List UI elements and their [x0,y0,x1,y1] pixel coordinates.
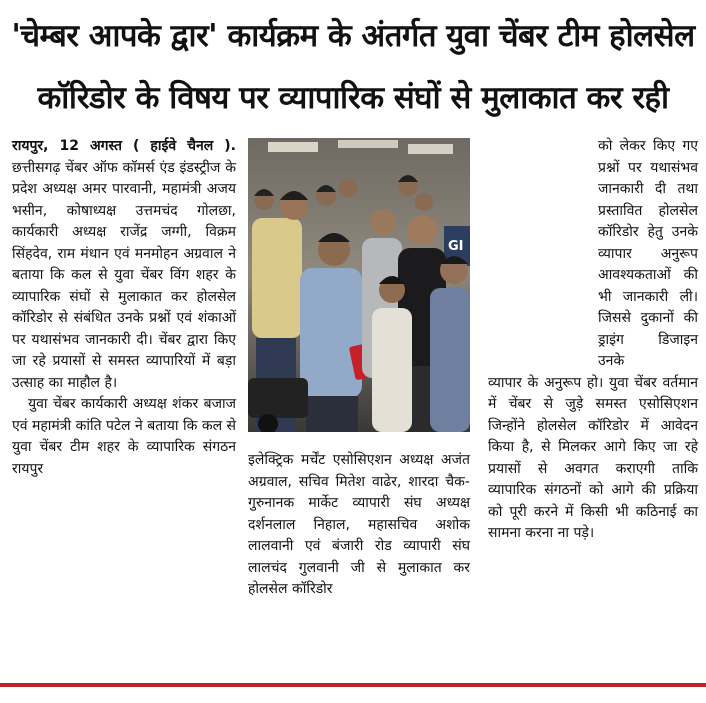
headline-line-1: 'चेम्बर आपके द्वार' कार्यक्रम के अंतर्गत युवा चेंबर टीम होलसेल [11,18,695,54]
article-paragraph: इलेक्ट्रिक मर्चेंट एसोसिएशन अध्यक्ष अजंत अग्रवाल, सचिव मितेश वाढेर, शारदा चैक-गुरुनानक मार्केट व्यापारी संघ अध्यक्ष दर्शनलाल निहाल, महासचिव अशोक लालवानी एवं बंजारी रोड व्यापारी संघ लालचंद गुलवानी जी से मुलाकात कर होलसेल कॉरिडोर [248,452,470,597]
article-paragraph: युवा चेंबर कार्यकारी अध्यक्ष शंकर बजाज एवं महामंत्री कांति पटेल ने बताया कि कल से युवा चेंबर टीम शहर के व्यापारिक संगठन रायपुर [12,396,236,477]
sign-text: GI [448,239,464,254]
headline-line-2: कॉरिडोर के विषय पर व्यापारिक संघों से मुलाकात कर रही [37,80,669,116]
group-photo-illustration [248,138,470,432]
article-paragraph: को लेकर किए गए प्रश्नों पर यथासंभव जानकारी दी तथा प्रस्तावित होलसेल कॉरिडोर हेतु उनके व्यापार अनुरूप आवश्यकताओं की भी जानकारी ली। जिससे दुकानों की ड्राइंग डिजाइन उनके [598,138,698,369]
bottom-divider [0,683,706,687]
article-paragraph [12,136,236,394]
article-paragraph: व्यापार के अनुरूप हो। युवा चेंबर वर्तमान में चेंबर से जुड़े समस्त एसोसिएशन जिन्होंने होलसेल कॉरिडोर में आवेदन किया है, से मिलकर आगे किए जा रहे प्रयासों से अवगत कराएगी ताकि व्यापारिक संगठनों को आगे की प्रक्रिया को पूरी करने में किसी भी कठिनाई का सामना करना ना पड़े। [488,374,698,541]
article-column-1 [12,136,236,480]
article-column-2 [248,450,470,601]
dateline: रायपुर, 12 अगस्त ( हाईवे चैनल ). [12,138,236,154]
paragraph-text: छत्तीसगढ़ चेंबर ऑफ कॉमर्स एंड इंडस्ट्रीज के प्रदेश अध्यक्ष अमर पारवानी, महामंत्री अजय भसीन, कोषाध्यक्ष उत्तमचंद गोलछा, कार्यकारी अध्यक्ष राजेंद्र जग्गी, विक्रम सिंहदेव, राम मंधान एवं मनमोहन अग्रवाल ने बताया कि कल से युवा चेंबर विंग शहर के व्यापारिक संघों से मुलाकात कर होलसेल कॉरिडोर से संबंधित उनके प्रश्नों एवं शंकाओं पर यथासंभव जानकारी दी। चेंबर द्वारा किए जा रहे प्रयासों से समस्त व्यापारियों में बड़ा उत्साह का माहौल है। [12,159,236,391]
news-photo [248,138,470,432]
article-column-3 [488,136,698,545]
